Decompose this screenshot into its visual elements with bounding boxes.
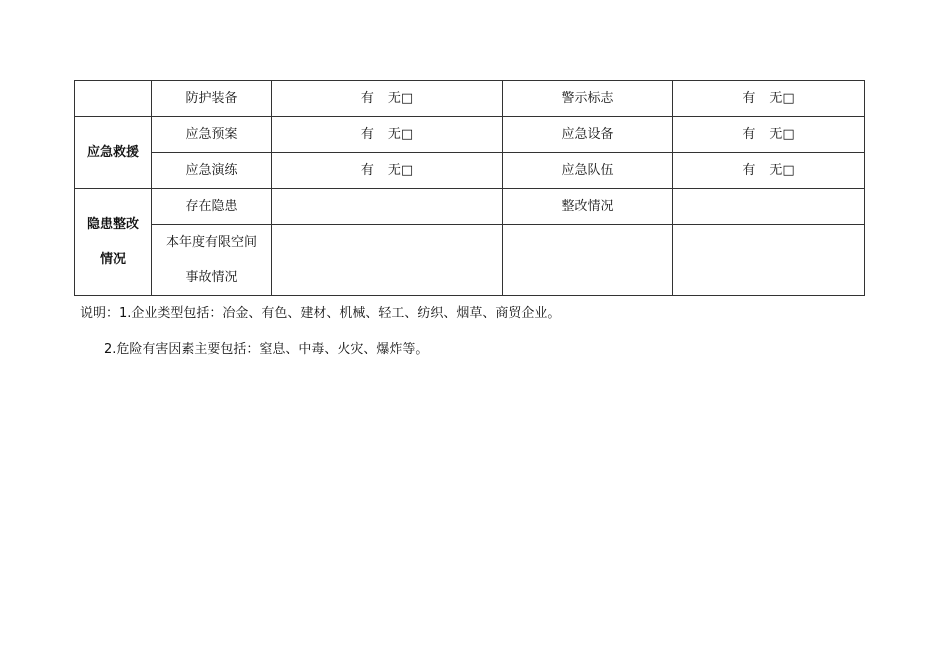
item-label-multiline (152, 225, 272, 296)
item-label: 应急预案 (152, 117, 272, 153)
item-label: 存在隐患 (152, 189, 272, 225)
table-row-protective (75, 81, 865, 117)
yes-no-cell (272, 81, 503, 117)
option-yes: 有 (742, 126, 756, 142)
group-label-hazard-rectification (75, 189, 152, 296)
item-label: 防护装备 (152, 81, 272, 117)
item-label: 应急设备 (503, 117, 673, 153)
item-label: 警示标志 (503, 81, 673, 117)
group-label-empty (75, 81, 152, 117)
table-row-existing-hazards (75, 189, 865, 225)
option-yes: 有 (742, 90, 756, 106)
option-yes: 有 (360, 126, 374, 142)
value-cell[interactable] (673, 225, 865, 296)
item-label-line: 本年度有限空间 (165, 235, 257, 250)
option-yes: 有 (360, 162, 374, 178)
value-cell[interactable] (673, 189, 865, 225)
item-label: 整改情况 (503, 189, 673, 225)
table-row-accidents (75, 225, 865, 296)
option-yes: 有 (360, 90, 374, 106)
yes-no-cell (272, 117, 503, 153)
note-line-1: 说明：1.企业类型包括：冶金、有色、建材、机械、轻工、纺织、烟草、商贸企业。 (80, 306, 561, 321)
group-label-line: 隐患整改 (86, 217, 139, 232)
item-label: 应急演练 (152, 153, 272, 189)
option-no-checkbox: 无□ (769, 90, 795, 106)
yes-no-cell (673, 117, 865, 153)
option-yes: 有 (742, 162, 756, 178)
option-no-checkbox: 无□ (387, 162, 414, 178)
option-no-checkbox: 无□ (769, 126, 795, 142)
table-row-emergency-plan (75, 117, 865, 153)
inspection-form-table (74, 80, 865, 296)
yes-no-cell (272, 153, 503, 189)
option-no-checkbox: 无□ (387, 126, 414, 142)
item-label: 应急队伍 (503, 153, 673, 189)
note-line-2: 2.危险有害因素主要包括：窒息、中毒、火灾、爆炸等。 (104, 342, 429, 357)
value-cell[interactable] (503, 225, 673, 296)
group-label-emergency: 应急救援 (75, 117, 152, 189)
value-cell[interactable] (272, 225, 503, 296)
group-label-line: 情况 (99, 252, 126, 267)
yes-no-cell (673, 153, 865, 189)
table-row-emergency-drill (75, 153, 865, 189)
yes-no-cell (673, 81, 865, 117)
option-no-checkbox: 无□ (387, 90, 414, 106)
item-label-line: 事故情况 (185, 270, 238, 285)
value-cell[interactable] (272, 189, 503, 225)
option-no-checkbox: 无□ (769, 162, 795, 178)
